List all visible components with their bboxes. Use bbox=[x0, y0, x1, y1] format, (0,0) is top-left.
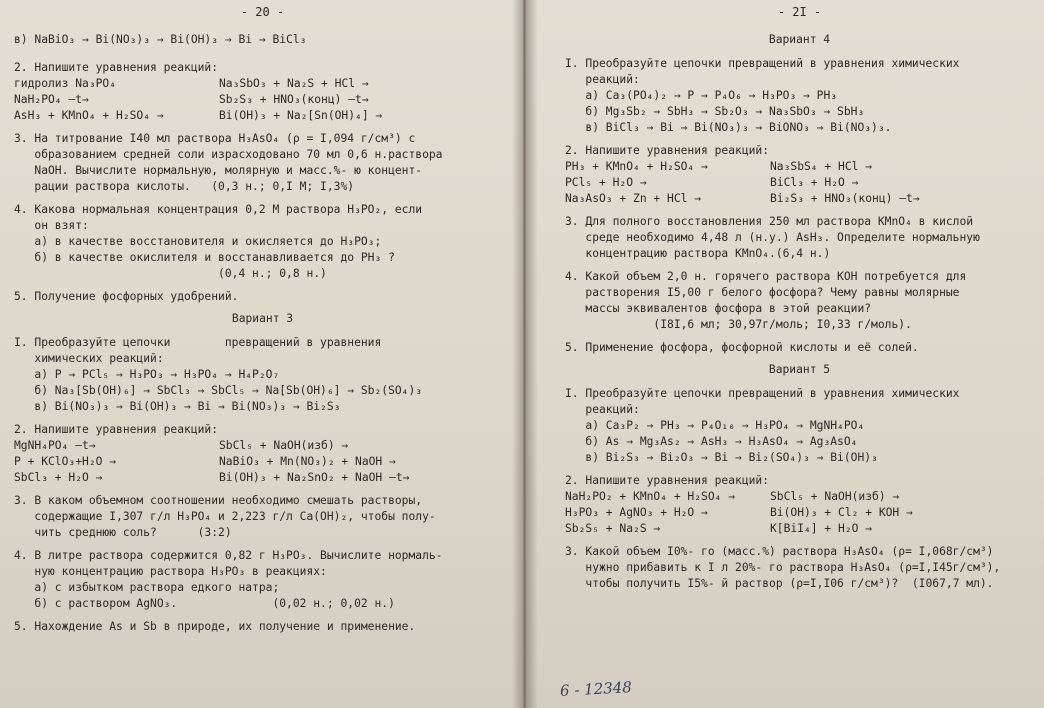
v3-q1-line: б) Na₃[Sb(OH)₆] → SbCl₃ → SbCl₅ → Na[Sb(OH)₆] → Sb₂(SO₄)₃ bbox=[14, 384, 423, 397]
q4-line: 4. Какова нормальная концентрация 0,2 М раствора H₃PO₂, если bbox=[14, 203, 423, 216]
v4-q4-line: растворения I5,00 г белого фосфора? Чему равны молярные bbox=[565, 286, 960, 299]
v5-q1-line: а) Ca₃P₂ → PH₃ → P₄O₁₀ → H₃PO₄ → MgNH₄PO₄ bbox=[565, 419, 865, 432]
v5-q3-line: чтобы получить I5%- й раствор (ρ=I,I06 г/см³)? (I067,7 мл). bbox=[565, 577, 994, 590]
v3-q1 bbox=[14, 335, 511, 415]
v4-q5: 5. Применение фосфора, фосфорной кислоты и её солей. bbox=[565, 341, 919, 354]
v4-q3-line: среде необходимо 4,48 л (н.у.) AsH₃. Определите нормальную bbox=[565, 231, 980, 244]
q3-line: NaOH. Вычислите нормальную, молярную и масс.%- ю концент- bbox=[14, 164, 423, 177]
reaction: Sb₂S₅ + Na₂S → bbox=[565, 522, 661, 535]
q3 bbox=[14, 131, 511, 195]
v4-q1-line: в) BiCl₃ → Bi → Bi(NO₃)₃ → BiONO₃ → Bi(NO₃)₃. bbox=[565, 121, 892, 134]
q3-line: рации раствора кислоты. (0,3 н.; 0,I М; I,3%) bbox=[14, 180, 355, 193]
q4-line: б) в качестве окислителя и восстанавливается до PH₃ ? bbox=[14, 251, 395, 264]
reaction: H₃PO₃ + AgNO₃ + H₂O → bbox=[565, 506, 708, 519]
v3-q3-line: содержащие I,307 г/л H₃PO₄ и 2,223 г/л Ca(OH)₂, чтобы полу- bbox=[14, 510, 436, 523]
q4 bbox=[14, 202, 511, 282]
q4-line: он взят: bbox=[14, 219, 89, 232]
v4-q4-line: 4. Какой объем 2,0 н. горячего раствора KOH потребуется для bbox=[565, 270, 967, 283]
reaction: NaH₂PO₄ —t→ bbox=[14, 93, 89, 106]
v4-q4-line: массы эквивалентов фосфора в этой реакции? bbox=[565, 302, 872, 315]
v5-q1-line: I. Преобразуйте цепочки превращений в уравнения химических bbox=[565, 387, 960, 400]
variant-5-heading: Вариант 5 bbox=[768, 363, 831, 376]
v4-q1 bbox=[565, 56, 1034, 136]
reaction: MgNH₄PO₄ —t→ bbox=[14, 439, 96, 452]
v4-q2-reactions bbox=[565, 159, 1034, 207]
reaction: SbCl₅ + NaOH(изб) → bbox=[770, 490, 900, 503]
reaction: Bi(OH)₃ + Cl₂ + KOH → bbox=[770, 506, 913, 519]
reaction: SbCl₃ + H₂O → bbox=[14, 471, 103, 484]
v5-q1-line: реакций: bbox=[565, 403, 640, 416]
v3-q3-line: чить среднюю соль? (3:2) bbox=[14, 526, 232, 539]
v4-q1-line: б) Mg₃Sb₂ → SbH₃ → Sb₂O₃ → Na₃SbO₃ → SbH₃ bbox=[565, 105, 865, 118]
handwritten-note: 6 - 12348 bbox=[559, 678, 633, 700]
v4-q3-line: 3. Для полного восстановления 250 мл раствора KMnO₄ в кислой bbox=[565, 215, 974, 228]
v4-q3 bbox=[565, 214, 1034, 262]
book-gutter bbox=[512, 0, 538, 708]
v5-q1 bbox=[565, 386, 1034, 466]
q3-line: образованием средней соли израсходовано 70 мл 0,6 н.раствора bbox=[14, 148, 443, 161]
v4-q1-line: реакций: bbox=[565, 73, 640, 86]
v5-q1-line: б) As → Mg₃As₂ → AsH₃ → H₃AsO₄ → Ag₃AsO₄ bbox=[565, 435, 858, 448]
q5: 5. Получение фосфорных удобрений. bbox=[14, 290, 239, 303]
reaction: AsH₃ + KMnO₄ + H₂SO₄ → bbox=[14, 109, 164, 122]
q4-line: (0,4 н.; 0,8 н.) bbox=[14, 267, 327, 280]
page-number-right: - 2I - bbox=[777, 5, 822, 19]
variant-4-heading: Вариант 4 bbox=[768, 33, 831, 46]
reaction: Bi(OH)₃ + Na₂[Sn(OH)₄] → bbox=[219, 109, 383, 122]
reaction: PCl₅ + H₂O → bbox=[565, 176, 647, 189]
q2-reactions bbox=[14, 76, 511, 124]
v5-q3 bbox=[565, 544, 1034, 592]
v3-q3 bbox=[14, 493, 511, 541]
v3-q1-line: а) P → PCl₅ → H₃PO₃ → H₃PO₄ → H₄P₂O₇ bbox=[14, 368, 280, 381]
right-page bbox=[525, 0, 1044, 708]
reaction: K[BiI₄] + H₂O → bbox=[770, 522, 873, 535]
v3-q5: 5. Нахождение As и Sb в природе, их получение и применение. bbox=[14, 620, 416, 633]
v3-q4-line: ную концентрацию раствора H₃PO₃ в реакциях: bbox=[14, 565, 327, 578]
v5-q1-line: в) Bi₂S₃ → Bi₂O₃ → Bi → Bi₂(SO₄)₃ → Bi(OH)₃ bbox=[565, 451, 878, 464]
reaction: PH₃ + KMnO₄ + H₂SO₄ → bbox=[565, 160, 708, 173]
v3-q2-title: 2. Напишите уравнения реакций: bbox=[14, 423, 219, 436]
reaction: Sb₂S₃ + HNO₃(конц) —t→ bbox=[219, 93, 369, 106]
reaction: BiCl₃ + H₂O → bbox=[770, 176, 859, 189]
variant-3-heading: Вариант 3 bbox=[231, 312, 294, 325]
v4-q4 bbox=[565, 269, 1034, 333]
v5-q2-title: 2. Напишите уравнения реакций: bbox=[565, 474, 770, 487]
v4-q3-line: концентрацию раствора KMnO₄.(6,4 н.) bbox=[565, 247, 831, 260]
reaction: NaBiO₃ + Mn(NO₃)₂ + NaOH → bbox=[219, 455, 396, 468]
reaction: Bi(OH)₃ + Na₂SnO₂ + NaOH —t→ bbox=[219, 471, 410, 484]
v3-q4-line: 4. В литре раствора содержится 0,82 г H₃PO₃. Вычислите нормаль- bbox=[14, 549, 443, 562]
reaction: Na₃SbS₄ + HCl → bbox=[770, 160, 873, 173]
q2-title: 2. Напишите уравнения реакций: bbox=[14, 61, 219, 74]
reaction: Na₃SbO₃ + Na₂S + HCl → bbox=[219, 77, 369, 90]
v4-q4-line: (I8I,6 мл; 30,97г/моль; I0,33 г/моль). bbox=[565, 318, 912, 331]
v5-q3-line: 3. Какой объем I0%- го (масс.%) раствора H₃AsO₄ (ρ= I,068г/см³) bbox=[565, 545, 994, 558]
v3-q1-line: I. Преобразуйте цепочки превращений в уравнения bbox=[14, 336, 382, 349]
v3-q4 bbox=[14, 548, 511, 612]
v3-q3-line: 3. В каком объемном соотношении необходимо смешать растворы, bbox=[14, 494, 423, 507]
reaction: Bi₂S₃ + HNO₃(конц) —t→ bbox=[770, 192, 920, 205]
chain-v: в) NaBiO₃ → Bi(NO₃)₃ → Bi(OH)₃ → Bi → BiCl₃ bbox=[14, 33, 307, 46]
reaction: гидролиз Na₃PO₄ bbox=[14, 77, 117, 90]
v4-q2-title: 2. Напишите уравнения реакций: bbox=[565, 144, 770, 157]
q3-line: 3. На титрование I40 мл раствора H₃AsO₄ (ρ = I,094 г/см³) с bbox=[14, 132, 416, 145]
v3-q4-line: а) с избытком раствора едкого натра; bbox=[14, 581, 280, 594]
reaction: SbCl₅ + NaOH(изб) → bbox=[219, 439, 349, 452]
v5-q2-reactions bbox=[565, 489, 1034, 537]
reaction: Na₃AsO₃ + Zn + HCl → bbox=[565, 192, 702, 205]
v3-q4-line: б) с раствором AgNO₃. (0,02 н.; 0,02 н.) bbox=[14, 597, 395, 610]
reaction: P + KClO₃+H₂O → bbox=[14, 455, 117, 468]
v3-q1-line: в) Bi(NO₃)₃ → Bi(OH)₃ → Bi → Bi(NO₃)₃ → Bi₂S₃ bbox=[14, 400, 341, 413]
page-number-left: - 20 - bbox=[240, 5, 285, 19]
v5-q3-line: нужно прибавить к I л 20%- го раствора H₃AsO₄ (ρ=I,I45г/см³), bbox=[565, 561, 1001, 574]
reaction: NaH₂PO₂ + KMnO₄ + H₂SO₄ → bbox=[565, 490, 736, 503]
v3-q1-line: химических реакций: bbox=[14, 352, 164, 365]
v4-q1-line: I. Преобразуйте цепочки превращений в уравнения химических bbox=[565, 57, 960, 70]
v4-q1-line: а) Ca₃(PO₄)₂ → P → P₄O₆ → H₃PO₃ → PH₃ bbox=[565, 89, 838, 102]
q4-line: а) в качестве восстановителя и окисляется до H₃PO₃; bbox=[14, 235, 382, 248]
v3-q2-reactions bbox=[14, 438, 511, 486]
